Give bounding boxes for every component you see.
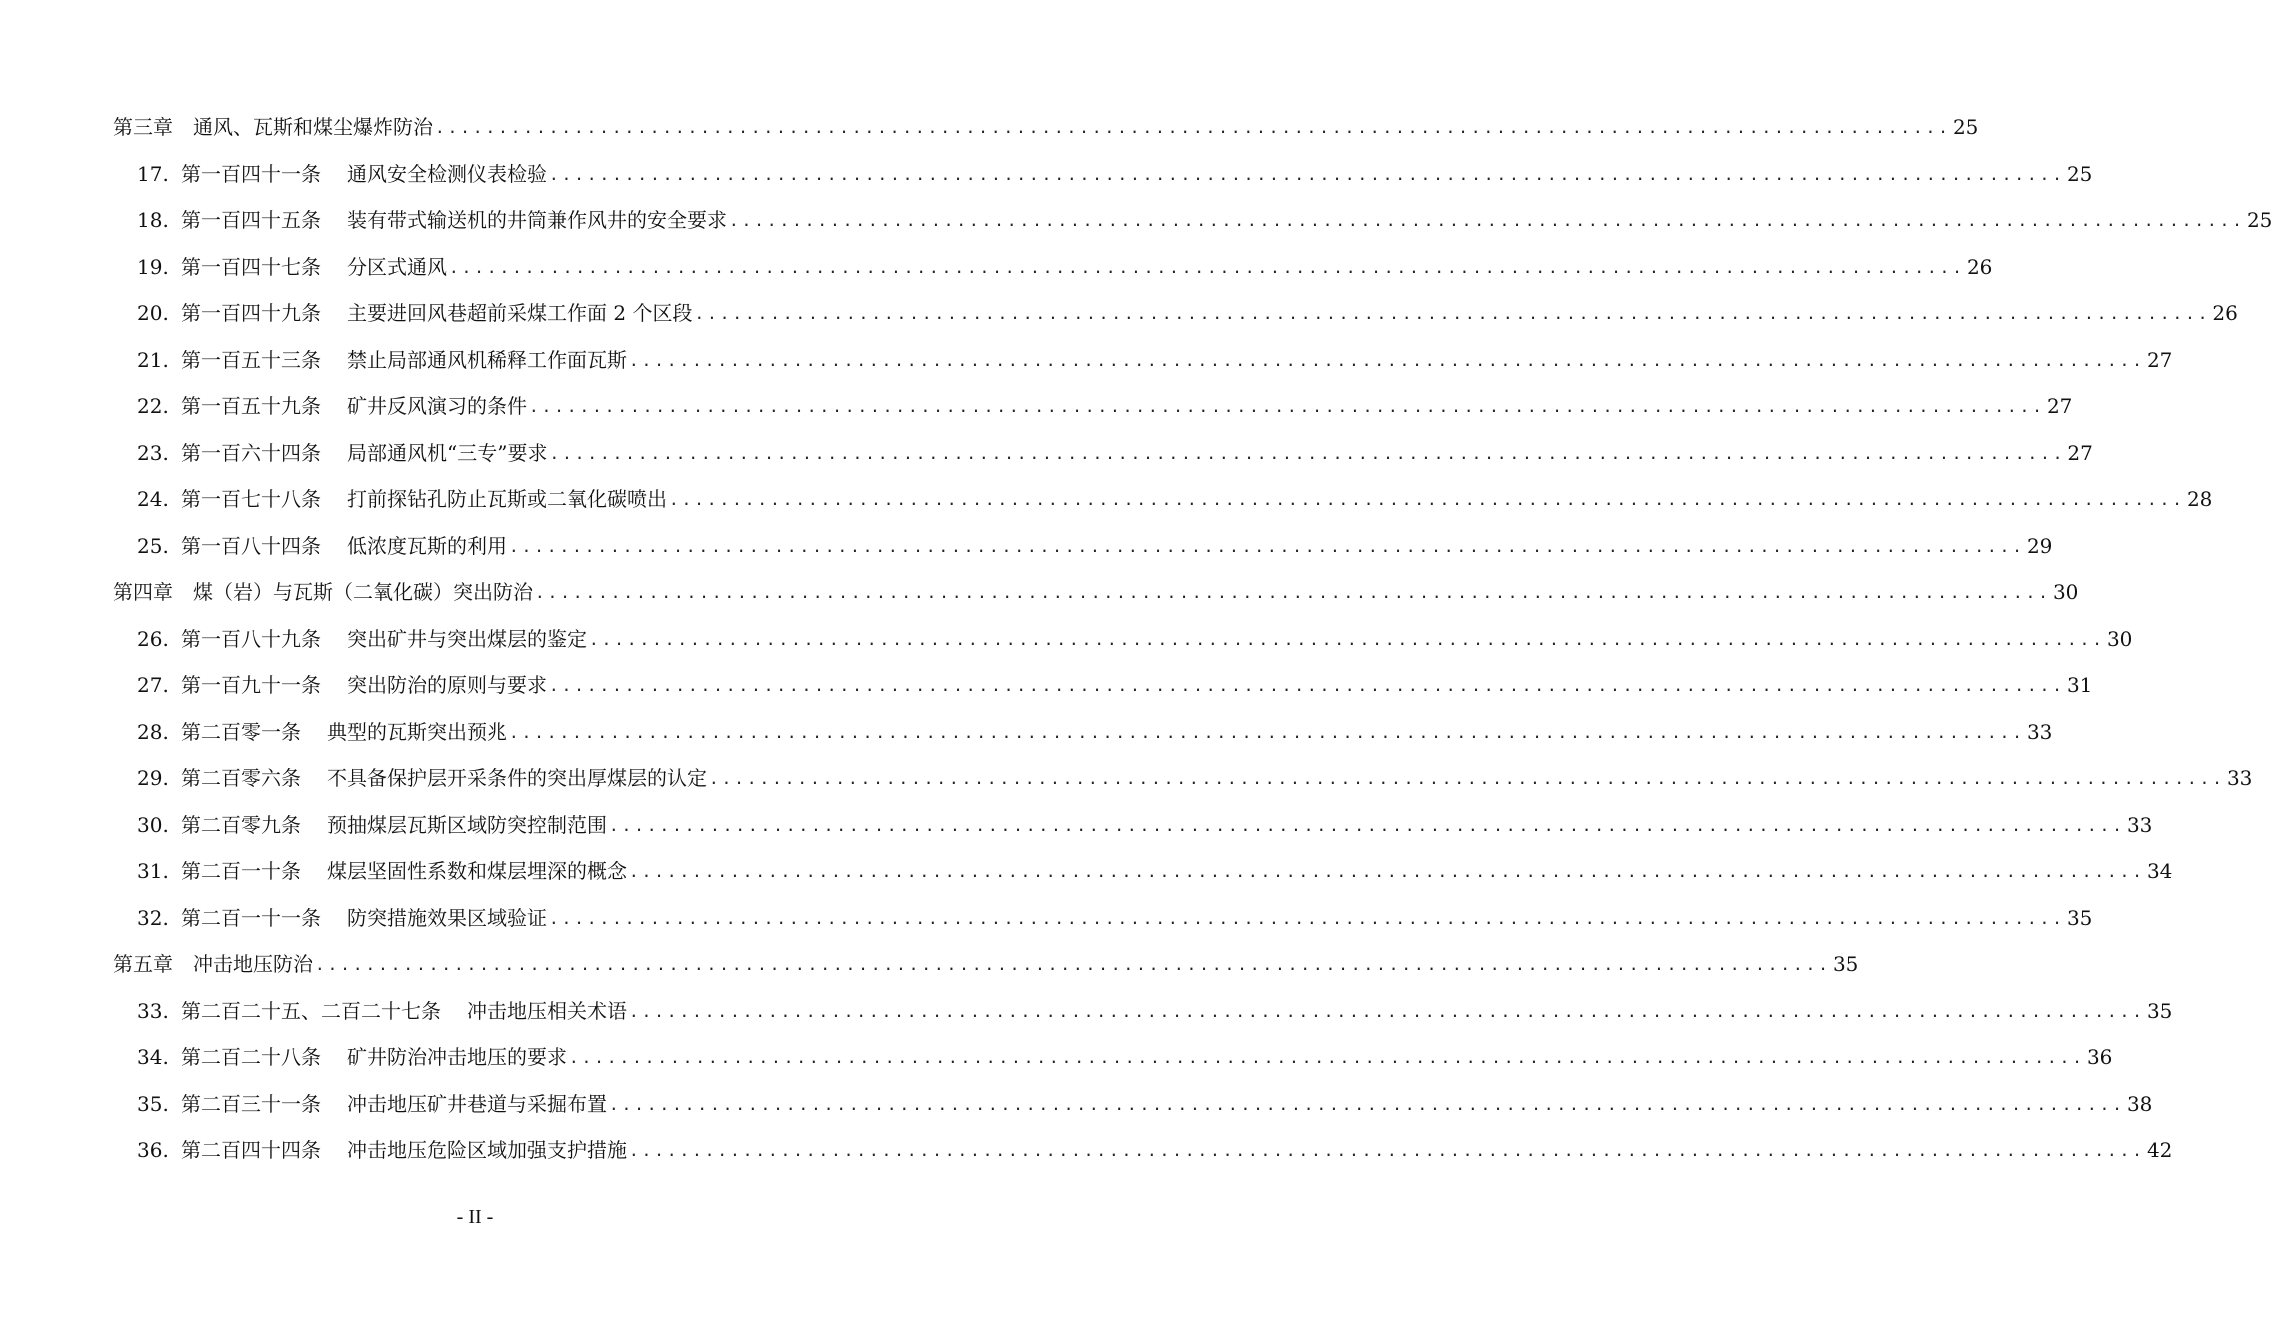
toc-article-label: 第一百五十九条	[181, 394, 321, 418]
toc-entry-row	[137, 529, 2053, 559]
toc-title: 冲击地压相关术语	[467, 998, 627, 1023]
toc-title: 第四章 煤（岩）与瓦斯（二氧化碳）突出防治	[113, 580, 533, 604]
toc-entry-number: 34.	[137, 1045, 169, 1069]
toc-title: 矿井防治冲击地压的要求	[347, 1045, 567, 1069]
toc-article-label: 第二百一十条	[181, 859, 301, 883]
toc-article-label: 第二百三十一条	[181, 1091, 321, 1116]
toc-article-label: 第二百零九条	[181, 812, 301, 837]
toc-entry-row	[137, 808, 2153, 838]
toc-title: 打前探钻孔防止瓦斯或二氧化碳喷出	[347, 487, 667, 511]
toc-dot-leader: ........................................................................................................................	[629, 350, 2145, 370]
toc-chapter-row	[113, 110, 1979, 140]
toc-dot-leader: ........................................................................................................................	[709, 769, 2225, 788]
toc-page-number: 26	[2212, 301, 2238, 325]
toc-dot-leader: ........................................................................................................................	[509, 536, 2025, 556]
toc-article-label: 第二百零一条	[181, 719, 301, 744]
toc-page-number: 35	[2066, 905, 2093, 930]
toc-entry-number: 33.	[137, 998, 169, 1023]
toc-article-label: 第一百四十五条	[181, 208, 321, 232]
toc-page-number: 30	[2052, 580, 2079, 604]
toc-title: 装有带式输送机的井筒兼作风井的安全要求	[347, 208, 727, 232]
toc-title: 矿井反风演习的条件	[347, 394, 527, 418]
toc-page-number: 35	[2146, 998, 2173, 1023]
toc-dot-leader: ........................................................................................................................	[669, 490, 2185, 509]
toc-article-label: 第二百一十一条	[181, 905, 321, 930]
toc-title: 突出防治的原则与要求	[347, 673, 547, 697]
toc-dot-leader: ........................................................................................................................	[435, 118, 1951, 137]
toc-dot-leader: ........................................................................................................................	[509, 722, 2025, 742]
toc-title: 低浓度瓦斯的利用	[347, 533, 507, 558]
toc-entry-row	[137, 157, 2093, 187]
toc-entry-number: 20.	[137, 301, 169, 325]
toc-dot-leader: ........................................................................................................................	[549, 164, 2065, 184]
toc-title: 通风安全检测仪表检验	[347, 161, 547, 186]
toc-title: 第五章 冲击地压防治	[113, 952, 313, 976]
toc-article-label: 第一百七十八条	[181, 487, 321, 511]
toc-dot-leader: ........................................................................................................................	[535, 583, 2051, 602]
toc-entry-number: 36.	[137, 1138, 169, 1162]
toc-page-number: 27	[2046, 394, 2073, 418]
toc-dot-leader: ........................................................................................................................	[629, 862, 2145, 881]
toc-page-number: 25	[1952, 115, 1979, 139]
toc-entry-row	[137, 761, 2253, 791]
toc-dot-leader: ........................................................................................................................	[315, 955, 1831, 974]
toc-page-number: 27	[2146, 347, 2173, 372]
toc-article-label: 第一百八十四条	[181, 533, 321, 558]
toc-dot-leader: ........................................................................................................................	[529, 397, 2045, 416]
toc-article-label: 第一百九十一条	[181, 673, 321, 697]
toc-entry-number: 30.	[137, 812, 169, 837]
toc-page-number: 33	[2126, 812, 2153, 837]
toc-dot-leader: ........................................................................................................................	[729, 211, 2245, 230]
toc-entry-number: 29.	[137, 766, 169, 790]
toc-title: 突出矿井与突出煤层的鉴定	[347, 626, 587, 651]
toc-page-number: 33	[2026, 719, 2053, 744]
toc-page-number: 26	[1966, 254, 1993, 279]
toc-entry-row	[137, 1087, 2153, 1117]
toc-entry-row	[137, 622, 2133, 652]
toc-title: 不具备保护层开采条件的突出厚煤层的认定	[327, 766, 707, 790]
toc-entry-row	[137, 436, 2093, 466]
toc-entry-number: 23.	[137, 440, 169, 465]
toc-entry-row	[137, 343, 2173, 373]
toc-title: 分区式通风	[347, 254, 447, 279]
toc-article-label: 第二百二十八条	[181, 1045, 321, 1069]
toc-entry-number: 31.	[137, 859, 169, 883]
toc-article-label: 第一百八十九条	[181, 626, 321, 651]
toc-page-number: 33	[2226, 766, 2253, 790]
toc-entry-row	[137, 250, 1993, 280]
toc-page-number: 27	[2067, 440, 2093, 465]
toc-dot-leader: ........................................................................................................................	[549, 908, 2065, 928]
toc-title: 预抽煤层瓦斯区域防突控制范围	[327, 812, 607, 837]
toc-entry-number: 25.	[137, 533, 169, 558]
toc-article-label: 第一百五十三条	[181, 347, 321, 372]
toc-page-number: 30	[2106, 626, 2133, 651]
toc-entry-number: 24.	[137, 487, 169, 511]
toc-dot-leader: ........................................................................................................................	[694, 304, 2211, 323]
toc-dot-leader: ........................................................................................................................	[569, 1048, 2085, 1067]
toc-title: 局部通风机“三专”要求	[347, 440, 548, 465]
toc-entry-number: 28.	[137, 719, 169, 744]
toc-page-number: 28	[2186, 487, 2213, 511]
toc-page-number: 25	[2066, 161, 2093, 186]
toc-entry-row	[137, 994, 2173, 1024]
toc-title: 防突措施效果区域验证	[347, 905, 547, 930]
toc-entry-row	[137, 203, 2272, 233]
toc-page-number: 38	[2126, 1091, 2153, 1116]
toc-chapter-row	[113, 575, 2079, 605]
toc-article-label: 第一百四十一条	[181, 161, 321, 186]
toc-title: 主要进回风巷超前采煤工作面 2 个区段	[347, 301, 693, 325]
toc-title: 冲击地压危险区域加强支护措施	[347, 1138, 627, 1162]
toc-entry-number: 17.	[137, 161, 169, 186]
toc-entry-row	[137, 1133, 2173, 1163]
page-number-footer: - II -	[456, 1206, 494, 1228]
toc-entry-number: 18.	[137, 208, 169, 232]
toc-dot-leader: ........................................................................................................................	[589, 629, 2105, 649]
toc-title: 第三章 通风、瓦斯和煤尘爆炸防治	[113, 115, 433, 139]
toc-entry-number: 21.	[137, 347, 169, 372]
toc-page-number: 25	[2246, 208, 2272, 232]
toc-dot-leader: ........................................................................................................................	[449, 257, 1965, 277]
toc-title: 典型的瓦斯突出预兆	[327, 719, 507, 744]
toc-page-number: 42	[2146, 1138, 2173, 1162]
toc-page-number: 36	[2086, 1045, 2113, 1069]
toc-entry-row	[137, 901, 2093, 931]
toc-dot-leader: ........................................................................................................................	[629, 1141, 2145, 1160]
toc-entry-row	[137, 482, 2213, 512]
toc-title: 冲击地压矿井巷道与采掘布置	[347, 1091, 607, 1116]
toc-dot-leader: ........................................................................................................................	[629, 1001, 2145, 1021]
toc-page-number: 34	[2146, 859, 2173, 883]
toc-page-number: 31	[2066, 673, 2093, 697]
toc-dot-leader: ........................................................................................................................	[609, 1094, 2125, 1114]
toc-entry-number: 22.	[137, 394, 169, 418]
toc-chapter-row	[113, 947, 1859, 977]
toc-entry-number: 19.	[137, 254, 169, 279]
toc-page-number: 29	[2026, 533, 2053, 558]
toc-entry-row	[137, 296, 2238, 326]
toc-article-label: 第二百二十五、二百二十七条	[181, 998, 441, 1023]
toc-article-label: 第一百四十九条	[181, 301, 321, 325]
toc-entry-row	[137, 389, 2073, 419]
toc-entry-row	[137, 854, 2173, 884]
toc-entry-row	[137, 668, 2093, 698]
toc-entry-number: 26.	[137, 626, 169, 651]
toc-dot-leader: ........................................................................................................................	[549, 676, 2065, 695]
toc-entry-number: 27.	[137, 673, 169, 697]
toc-title: 煤层坚固性系数和煤层埋深的概念	[327, 859, 627, 883]
toc-article-label: 第二百零六条	[181, 766, 301, 790]
toc-entry-number: 35.	[137, 1091, 169, 1116]
toc-article-label: 第二百四十四条	[181, 1138, 321, 1162]
toc-dot-leader: ........................................................................................................................	[609, 815, 2125, 835]
toc-article-label: 第一百六十四条	[181, 440, 321, 465]
toc-title: 禁止局部通风机稀释工作面瓦斯	[347, 347, 627, 372]
toc-dot-leader: ........................................................................................................................	[549, 443, 2066, 463]
toc-page-number: 35	[1832, 952, 1859, 976]
toc-entry-number: 32.	[137, 905, 169, 930]
toc-entry-row	[137, 715, 2053, 745]
toc-article-label: 第一百四十七条	[181, 254, 321, 279]
toc-entry-row	[137, 1040, 2113, 1070]
